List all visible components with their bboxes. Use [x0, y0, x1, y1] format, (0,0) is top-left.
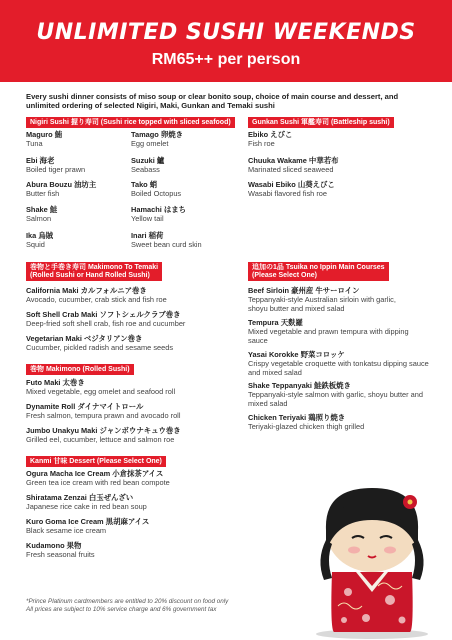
- menu-item: [131, 156, 164, 174]
- menu-item-desc: Teriyaki-glazed chicken thigh grilled: [248, 422, 365, 431]
- menu-item-name: Kuro Goma Ice Cream 黒胡麻アイス: [26, 517, 150, 526]
- menu-item-desc: Boiled Octopus: [131, 189, 182, 198]
- menu-item: [26, 378, 175, 396]
- section-heading-line: (Please Select One): [252, 271, 317, 279]
- section-heading-nigiri: Nigiri Sushi 握り寿司 (Sushi rice topped with sliced seafood): [26, 117, 235, 128]
- menu-item-name: Inari 稲荷: [131, 231, 164, 240]
- menu-item-desc: Fish roe: [248, 139, 275, 148]
- menu-item: [248, 413, 364, 431]
- footnote-line: All prices are subject to 10% service charge and 6% government tax: [26, 606, 217, 614]
- menu-item-desc: Mixed vegetable, egg omelet and seafood roll: [26, 387, 176, 396]
- menu-item-desc: and mixed salad: [248, 368, 302, 377]
- menu-item: [26, 493, 147, 511]
- menu-item-desc: Mixed vegetable and prawn tempura with dipping: [248, 327, 409, 336]
- menu-item-name: Tako 蛸: [131, 180, 158, 189]
- menu-item-name: Vegetarian Maki ベジタリアン巻き: [26, 334, 143, 343]
- menu-item-desc: Marinated sliced seaweed: [248, 165, 334, 174]
- section-heading-maki-temaki: [26, 262, 162, 281]
- menu-item-name: Ebi 海老: [26, 156, 55, 165]
- menu-item-name: Ebiko えびこ: [248, 130, 293, 139]
- section-heading-line: 巻物と手巻き寿司 Makimono To Temaki: [30, 263, 159, 271]
- menu-item-name: Jumbo Unakyu Maki ジャンボウナキュウ巻き: [26, 426, 181, 435]
- menu-item-desc: Cucumber, pickled radish and sesame seeds: [26, 343, 174, 352]
- menu-item-name: Ogura Macha Ice Cream 小倉抹茶アイス: [26, 469, 164, 478]
- menu-item-desc: Avocado, cucumber, crab stick and fish roe: [26, 295, 167, 304]
- menu-item: [26, 469, 170, 487]
- menu-item-name: Tamago 卵焼き: [131, 130, 184, 139]
- menu-item: [131, 231, 202, 249]
- menu-item-desc: Butter fish: [26, 189, 60, 198]
- menu-item: [248, 156, 339, 174]
- menu-item-desc: mixed salad: [248, 399, 288, 408]
- menu-item: [26, 231, 53, 249]
- menu-item-name: Abura Bouzu 油坊主: [26, 180, 97, 189]
- section-heading-main-courses: [248, 262, 389, 281]
- menu-item-desc: Green tea ice cream with red bean compote: [26, 478, 170, 487]
- menu-item-name: Chuuka Wakame 中華若布: [248, 156, 339, 165]
- menu-item-name: Yasai Korokke 野菜コロッケ: [248, 350, 345, 359]
- menu-item-desc: Teppanyaki-style salmon with garlic, shoyu butter and: [248, 390, 423, 399]
- menu-item-desc: Crispy vegetable croquette with tonkatsu dipping sauce: [248, 359, 429, 368]
- menu-item: [26, 402, 180, 420]
- menu-item: [26, 334, 173, 352]
- menu-item-desc: Salmon: [26, 214, 52, 223]
- menu-item-name: Beef Sirloin 豪州産 牛サーロイン: [248, 286, 360, 295]
- menu-item-desc: sauce: [248, 336, 268, 345]
- menu-item-name: Shake Teppanyaki 鮭鉄板焼き: [248, 381, 351, 390]
- menu-item: [26, 180, 96, 198]
- page-title: UNLIMITED SUSHI WEEKENDS: [36, 20, 416, 45]
- menu-item-desc: Deep-fried soft shell crab, fish roe and cucumber: [26, 319, 186, 328]
- menu-item-desc: Yellow tail: [131, 214, 164, 223]
- menu-item-name: Tempura 天麩羅: [248, 318, 303, 327]
- menu-item-name: Shiratama Zenzai 白玉ぜんざい: [26, 493, 134, 502]
- menu-item-desc: Boiled tiger prawn: [26, 165, 86, 174]
- menu-item: [131, 205, 186, 223]
- menu-item-name: Soft Shell Crab Maki ソフトシェルクラブ巻き: [26, 310, 181, 319]
- menu-item: [248, 350, 429, 377]
- section-heading-gunkan: Gunkan Sushi 軍艦寿司 (Battleship sushi): [248, 117, 394, 128]
- menu-item: [26, 205, 57, 223]
- kokeshi-doll-illustration: [286, 480, 452, 640]
- menu-item-name: Maguro 鮪: [26, 130, 63, 139]
- menu-item-desc: Japanese rice cake in red bean soup: [26, 502, 147, 511]
- section-heading-line: 追加の1品 Tsuika no Ippin Main Courses: [252, 263, 385, 271]
- menu-item-name: Futo Maki 太巻き: [26, 378, 85, 387]
- menu-item-desc: shoyu butter and mixed salad: [248, 304, 345, 313]
- menu-item-name: Ika 烏賊: [26, 231, 54, 240]
- price-line: RM65++ per person: [151, 51, 301, 68]
- menu-item: [26, 426, 181, 444]
- footnote-line: *Prince Platinum cardmembers are entitled to 20% discount on food only: [26, 598, 229, 605]
- menu-item-name: Chicken Teriyaki 鶏照り焼き: [248, 413, 346, 422]
- menu-item-name: Shake 鮭: [26, 205, 58, 214]
- menu-item: [131, 130, 183, 148]
- menu-item: [26, 310, 185, 328]
- header-banner: [0, 0, 452, 82]
- menu-item: [248, 381, 423, 408]
- menu-item-desc: Sweet bean curd skin: [131, 240, 202, 249]
- menu-item-name: Hamachi はまち: [131, 205, 187, 214]
- menu-item: [26, 541, 95, 559]
- menu-item-desc: Grilled eel, cucumber, lettuce and salmon roe: [26, 435, 175, 444]
- section-heading-line: (Rolled Sushi or Hand Rolled Sushi): [30, 271, 150, 279]
- menu-item: [26, 130, 62, 148]
- menu-item-name: Kudamono 果物: [26, 541, 82, 550]
- menu-item-desc: Tuna: [26, 139, 43, 148]
- menu-item: [248, 130, 292, 148]
- menu-item: [248, 180, 335, 198]
- menu-item: [26, 286, 167, 304]
- menu-item-desc: Wasabi flavored fish roe: [248, 189, 328, 198]
- menu-item-name: Suzuki 鱸: [131, 156, 165, 165]
- section-heading-makimono: 巻物 Makimono (Rolled Sushi): [26, 364, 134, 375]
- menu-item: [26, 517, 149, 535]
- menu-item-desc: Teppanyaki-style Australian sirloin with garlic,: [248, 295, 396, 304]
- menu-item: [26, 156, 85, 174]
- footnote: [26, 598, 326, 614]
- menu-item-desc: Squid: [26, 240, 45, 249]
- section-heading-dessert: Kanmi 甘味 Dessert (Please Select One): [26, 456, 166, 467]
- menu-item-name: Dynamite Roll ダイナマイトロール: [26, 402, 144, 411]
- menu-item: [248, 318, 409, 345]
- menu-item-name: Wasabi Ebiko 山葵えびこ: [248, 180, 335, 189]
- menu-item-desc: Fresh salmon, tempura prawn and avocado roll: [26, 411, 181, 420]
- menu-item: [248, 286, 396, 313]
- menu-item-name: California Maki カルフォルニア巻き: [26, 286, 147, 295]
- menu-item: [131, 180, 181, 198]
- menu-item-desc: Seabass: [131, 165, 160, 174]
- menu-item-desc: Egg omelet: [131, 139, 169, 148]
- menu-item-desc: Black sesame ice cream: [26, 526, 107, 535]
- intro-text: Every sushi dinner consists of miso soup or clear bonito soup, choice of main course and dessert, and unlimited ordering of selected Nigiri, Maki, Gunkan and Temaki sushi: [26, 92, 399, 111]
- menu-item-desc: Fresh seasonal fruits: [26, 550, 95, 559]
